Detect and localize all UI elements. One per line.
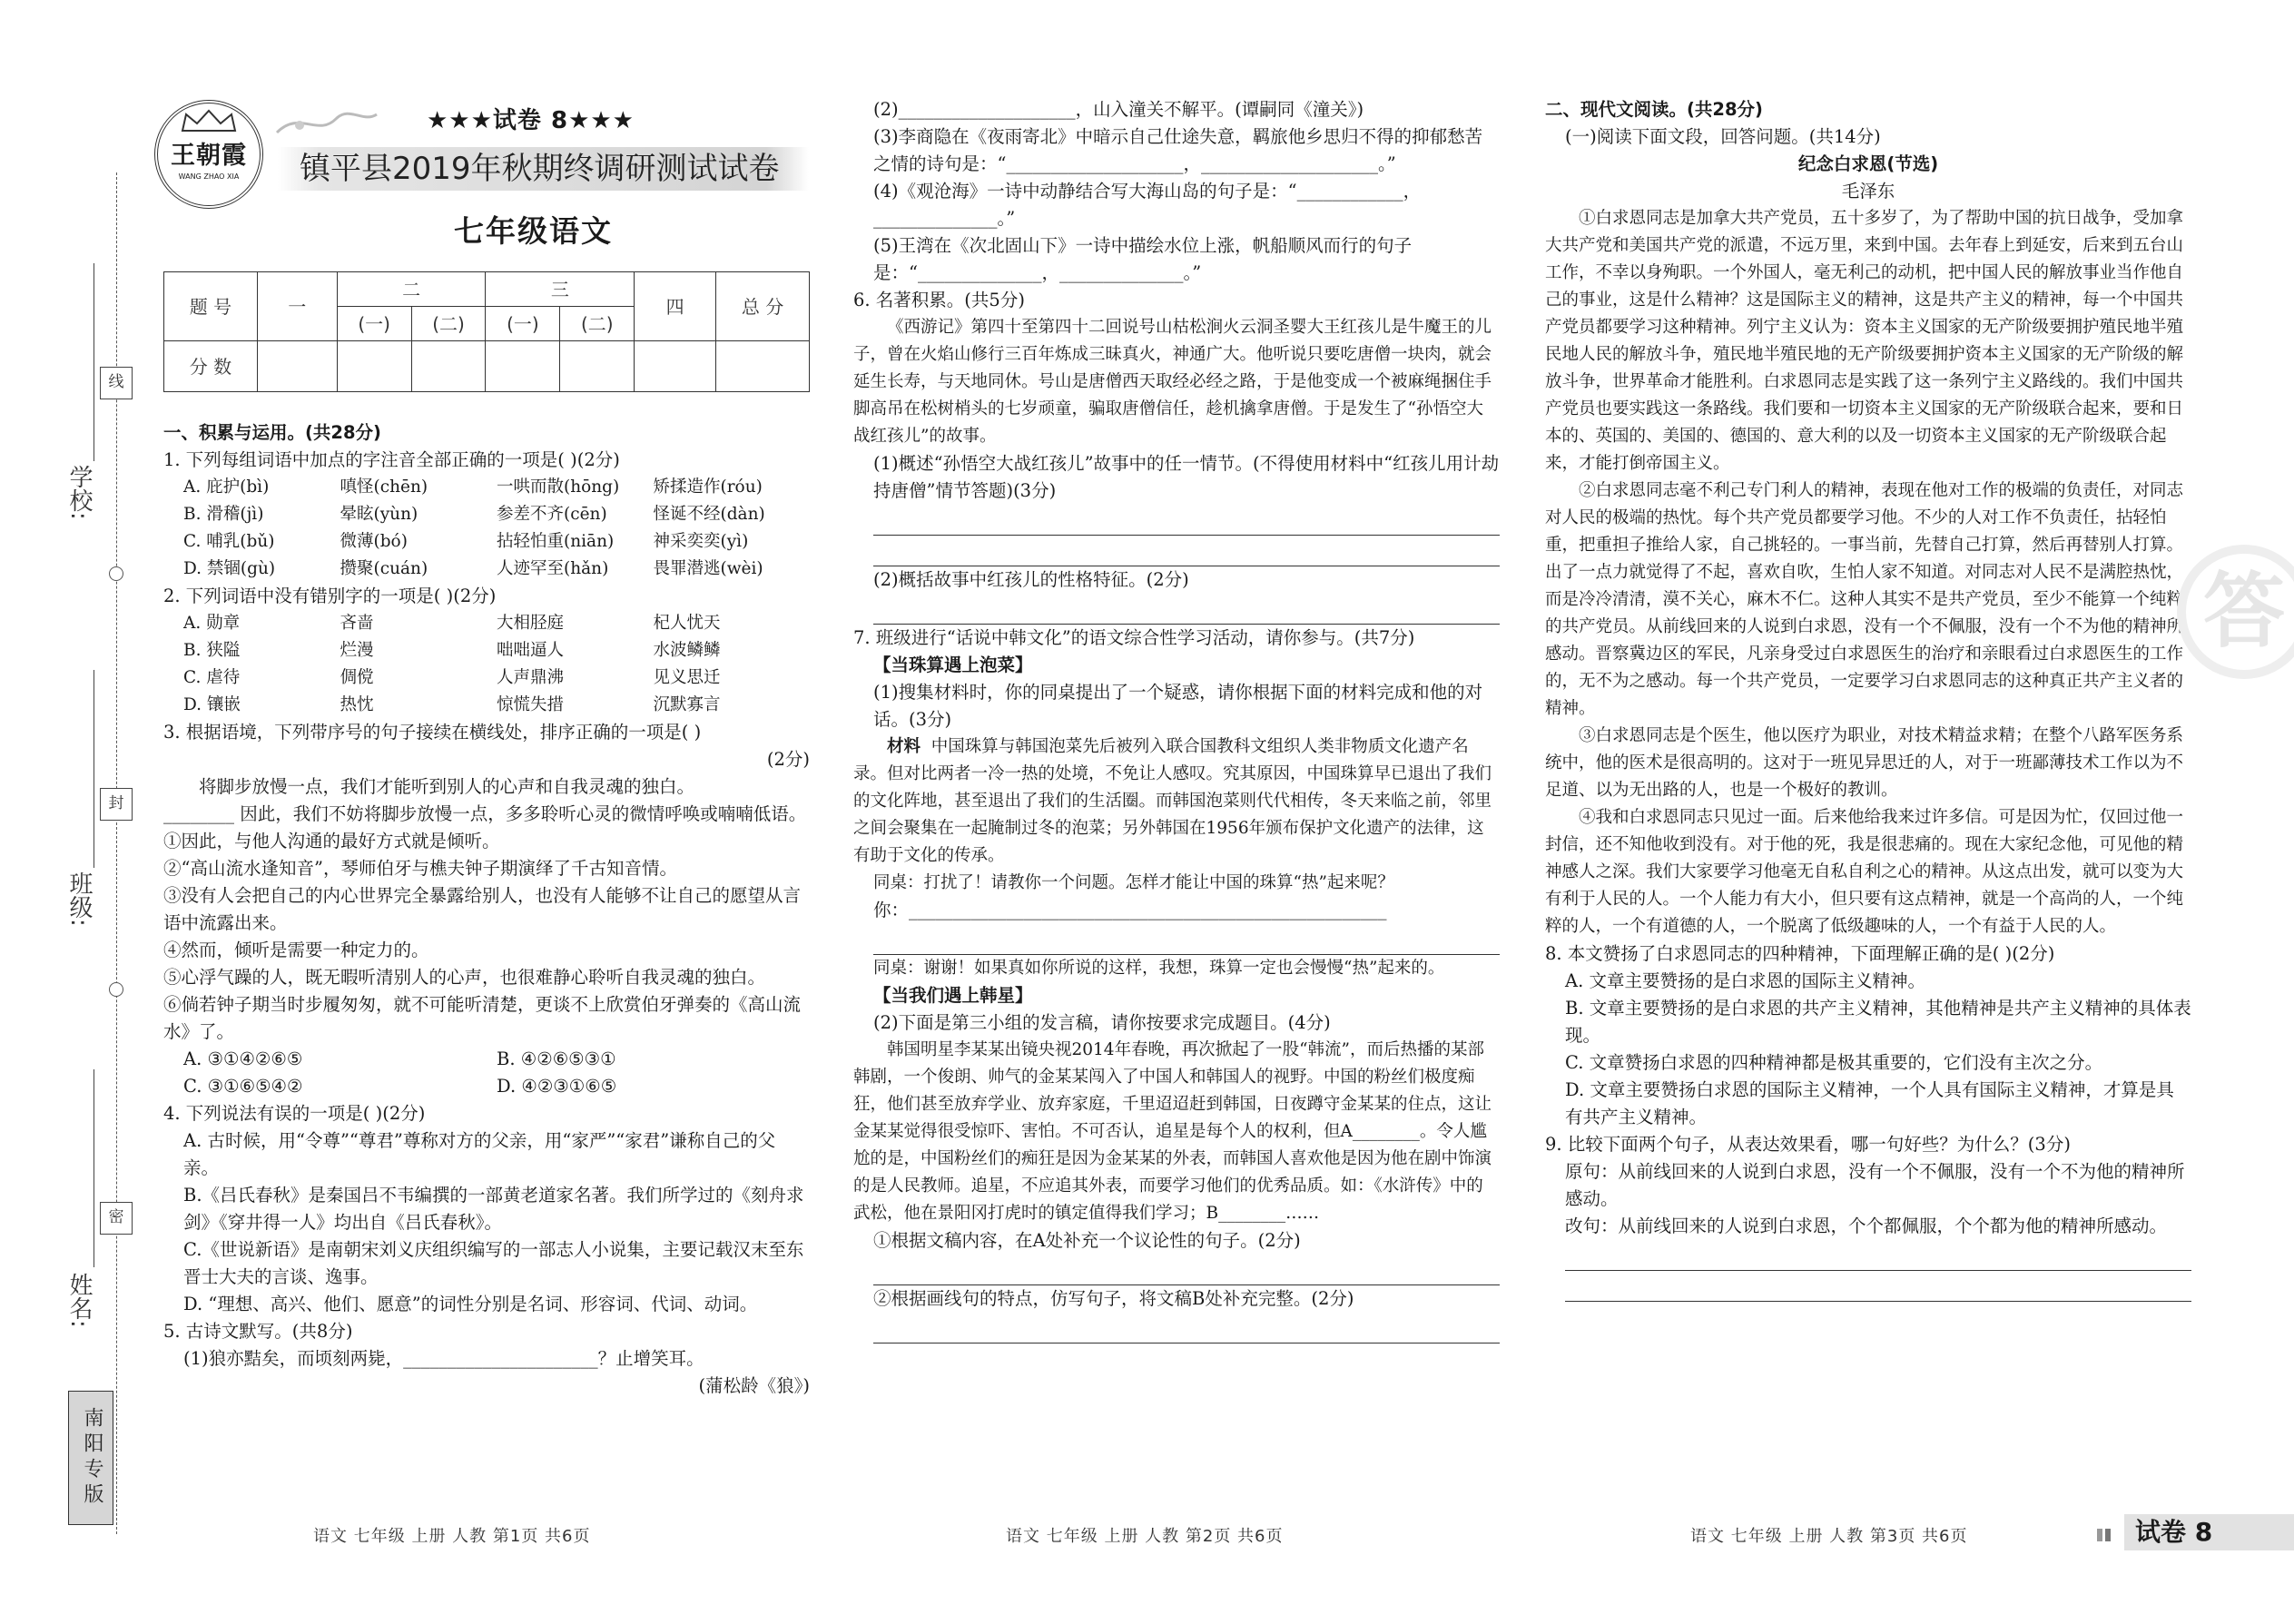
q6-passage: 《西游记》第四十至第四十二回说号山枯松涧火云洞圣婴大王红孩儿是牛魔王的儿子，曾在火焰山修行三百年炼成三昧真火，神通广大。他听说只要吃唐僧一块肉，就会延生长寿，与天地同休。号山是唐僧西天取经必经之路，于是他变成一个被麻绳捆住手脚高吊在松树梢头的七岁顽童，骗取唐僧信任，趁机擒拿唐僧。于是发生了“孙悟空大战红孩儿”的故事。	[853, 318, 1492, 446]
question-8: 8. 本文赞扬了白求恩同志的四种精神，下面理解正确的是( )(2分)	[1545, 943, 2055, 964]
q3-passage: 将脚步放慢一点，我们才能听到别人的心声和自我灵魂的独白。	[199, 776, 695, 797]
score-table	[163, 271, 810, 392]
q7-heading-kstar: 【当我们遇上韩星】	[873, 985, 1033, 1006]
q7-subquestion-2: (2)下面是第三小组的发言稿，请你按要求完成题目。(4分)	[873, 1012, 1331, 1033]
q3-sentence-1: ①因此，与他人沟通的最好方式就是倾听。	[163, 831, 500, 851]
q7-dialogue-answer[interactable]: 你：______________________________________________________	[873, 900, 1387, 920]
score-table-sub: (一)	[486, 307, 560, 341]
q7-2-task-b: ②根据画线句的特点，仿写句子，将文稿B处补充完整。(2分)	[873, 1288, 1354, 1309]
question-2: 2. 下列词语中没有错别字的一项是( )(2分)	[163, 586, 497, 606]
q8-option-b[interactable]: B. 文章主要赞扬的是白求恩的共产主义精神，其他精神是共产主义精神的具体表现。	[1565, 998, 2191, 1046]
article-paragraph-3: ③白求恩同志是个医生，他以医疗为职业，对技术精益求精；在整个八路军医务系统中，他的医术是很高明的。这对于一班见异思迁的人，对于一班鄙薄技术工作以为不足道、以为无出路的人，也是一个极好的教训。	[1545, 726, 2184, 800]
q2-option-a[interactable]: A. 勋章 吝啬 大相胫庭 杞人忧天	[183, 614, 721, 633]
score-table-col-two: 二	[337, 272, 486, 307]
q4-option-b[interactable]: B.《吕氏春秋》是秦国吕不韦编撰的一部黄老道家名著。我们所学过的《刻舟求剑》《穿井得一人》均出自《吕氏春秋》。	[183, 1185, 804, 1233]
score-cell[interactable]	[716, 341, 810, 392]
q7-2-task-a: ①根据文稿内容，在A处补充一个议论性的句子。(2分)	[873, 1230, 1301, 1251]
question-1: 1. 下列每组词语中加点的字注音全部正确的一项是( )(2分)	[163, 449, 620, 470]
class-label: 班级:	[65, 871, 93, 927]
school-label: 学校:	[65, 465, 93, 520]
brand-subtitle: WANG ZHAO XIA	[178, 172, 240, 181]
page-footer-1: 语文 七年级 上册 人教 第1页 共6页	[313, 1527, 591, 1546]
brand-name: 王朝霞	[171, 142, 247, 170]
q6-subquestion-1: (1)概述“孙悟空大战红孩儿”故事中的任一情节。(不得使用材料中“红孩儿用计劫持唐僧”情节答题)(3分)	[873, 453, 1500, 501]
region-badge: 南阳专版	[68, 1391, 113, 1525]
question-3-score: (2分)	[766, 749, 810, 770]
q7-2a-answer-line[interactable]	[873, 1255, 1500, 1285]
article-paragraph-1: ①白求恩同志是加拿大共产党员，五十多岁了，为了帮助中国的抗日战争，受加拿大共产党和美国共产党的派遣，不远万里，来到中国。去年春上到延安，后来到五台山工作，不幸以身殉职。一个外国人，毫无利己的动机，把中国人民的解放事业当作他自己的事业，这是什么精神？这是国际主义的精神，这是共产主义的精神，每一个中国共产党员都要学习这种精神。列宁主义认为：资本主义国家的无产阶级要拥护殖民地半殖民地人民的解放斗争，殖民地半殖民地的无产阶级要拥护资本主义国家的无产阶级的解放斗争，世界革命才能胜利。白求恩同志是实践了这一条列宁主义路线的。我们中国共产党员也要实践这一条路线。我们要和一切资本主义国家的无产阶级联合起来，要和日本的、英国的、美国的、德国的、意大利的以及一切资本主义国家的无产阶级联合起来，才能打倒帝国主义。	[1545, 209, 2184, 473]
q6-2-answer-line[interactable]	[873, 594, 1500, 625]
q7-material-label: 材料	[887, 737, 921, 756]
subject-title: 七年级语文	[454, 213, 613, 249]
q3-options-cd[interactable]: C. ③①⑥⑤④② D. ④②③①⑥⑤	[183, 1076, 617, 1097]
q3-options-ab[interactable]: A. ③①④②⑥⑤ B. ④②⑥⑤③①	[183, 1048, 616, 1069]
q3-sentence-4: ④然而，倾听是需要一种定力的。	[163, 940, 429, 960]
score-table-row-label: 分 数	[164, 341, 258, 392]
score-table-col-one: 一	[257, 272, 337, 341]
footer-paper-label: 试卷 8	[2124, 1514, 2294, 1550]
q9-revised-sentence: 改句：从前线回来的人说到白求恩，个个都佩服，个个都为他的精神所感动。	[1565, 1216, 2168, 1236]
score-cell[interactable]	[337, 341, 411, 392]
q7-material	[853, 733, 1500, 870]
column-2	[853, 96, 1500, 1343]
article-paragraph-2: ②白求恩同志毫不利己专门利人的精神，表现在他对工作的极端的负责任，对同志对人民的极端的热忱。每个共产党员都要学习他。不少的人对工作不负责任，拈轻怕重，把重担子推给人家，自己挑轻的。一事当前，先替自己打算，然后再替别人打算。出了一点力就觉得了不起，喜欢自吹，生怕人家不知道。对同志对人民不是满腔热忱，而是冷冷清清，漠不关心，麻木不仁。这种人其实不是共产党员，至少不能算一个纯粹的共产党员。从前线回来的人说到白求恩，没有一个不佩服，没有一个不为他的精神所感动。晋察冀边区的军民，凡亲身受过白求恩医生的治疗和亲眼看过白求恩医生的工作的，无不为之感动。每一个共产党员，一定要学习白求恩同志的这种真正共产主义者的精神。	[1545, 481, 2184, 718]
answer-watermark-stamp: 答	[2177, 545, 2294, 679]
q4-option-a[interactable]: A. 古时候，用“令尊”“尊君”尊称对方的父亲，用“家严”“家君”谦称自己的父亲。	[183, 1130, 776, 1178]
score-cell[interactable]	[411, 341, 486, 392]
q1-option-a[interactable]: A. 庇护(bì) 嗔怪(chēn) 一哄而散(hōng) 矫揉造作(róu)	[183, 477, 763, 497]
crown-icon	[179, 109, 239, 133]
page-footer-2: 语文 七年级 上册 人教 第2页 共6页	[1006, 1527, 1284, 1546]
score-cell[interactable]	[257, 341, 337, 392]
seal-line-mark: 线	[100, 367, 133, 399]
exam-title: 镇平县2019年秋期终调研测试试卷	[300, 151, 780, 187]
q8-option-a[interactable]: A. 文章主要赞扬的是白求恩的国际主义精神。	[1565, 970, 1925, 991]
paper-number: ★★★试卷 8★★★	[427, 107, 635, 134]
binding-dot	[109, 982, 123, 997]
article-paragraph-4: ④我和白求恩同志只见过一面。后来他给我来过许多信。可是因为忙，仅回过他一封信，还不知他收到没有。对于他的死，我是很悲痛的。现在大家纪念他，可见他的精神感人之深。我们大家要学习他毫无自私自利之心的精神。从这点出发，就可以变为大有利于人民的人。一个人能力有大小，但只要有这点精神，就是一个高尚的人，一个纯粹的人，一个有道德的人，一个脱离了低级趣味的人，一个有益于人民的人。	[1545, 808, 2184, 936]
page-footer-3: 语文 七年级 上册 人教 第3页 共6页	[1690, 1527, 1968, 1546]
score-table-col-four: 四	[635, 272, 716, 341]
score-cell[interactable]	[560, 341, 635, 392]
q2-option-b[interactable]: B. 狭隘 烂漫 咄咄逼人 水波鳞鳞	[183, 641, 721, 660]
score-table-col-three: 三	[486, 272, 635, 307]
section-1-heading: 一、积累与运用。(共28分)	[163, 422, 381, 443]
q1-option-b[interactable]: B. 滑稽(jì) 晕眩(yùn) 参差不齐(cēn) 怪诞不经(dàn)	[183, 505, 765, 524]
question-5: 5. 古诗文默写。(共8分)	[163, 1321, 353, 1342]
score-cell[interactable]	[486, 341, 560, 392]
seal-secret-mark: 密	[100, 1202, 133, 1235]
column-1	[163, 419, 810, 1400]
q6-1-answer-line[interactable]	[873, 536, 1500, 566]
q5-item-1[interactable]: (1)狼亦黠矣，而顷刻两毙，______________________？止增笑耳。	[183, 1348, 704, 1369]
q4-option-d[interactable]: D. “理想、高兴、他们、愿意”的词性分别是名词、形容词、代词、动词。	[183, 1294, 758, 1314]
q1-option-d[interactable]: D. 禁锢(gù) 攒聚(cuán) 人迹罕至(hǎn) 畏罪潜逃(wèi)	[183, 559, 763, 578]
q8-option-d[interactable]: D. 文章主要赞扬白求恩的国际主义精神，一个人具有国际主义精神，才算是具有共产主义精神。	[1565, 1079, 2174, 1127]
q3-sentence-3: ③没有人会把自己的内心世界完全暴露给别人，也没有人能够不让自己的愿望从言语中流露出来。	[163, 885, 802, 933]
q3-sentence-6: ⑥倘若钟子期当时步履匆匆，就不可能听清楚，更谈不上欣赏伯牙弹奏的《高山流水》了。	[163, 994, 802, 1042]
q4-option-c[interactable]: C.《世说新语》是南朝宋刘义庆组织编写的一部志人小说集，主要记载汉末至东晋士大夫的言谈、逸事。	[183, 1239, 804, 1287]
q7-dialogue-answer-line[interactable]	[873, 924, 1500, 955]
question-4: 4. 下列说法有误的一项是( )(2分)	[163, 1103, 426, 1124]
question-7: 7. 班级进行“话说中韩文化”的语文综合性学习活动，请你参与。(共7分)	[853, 627, 1415, 648]
score-cell[interactable]	[635, 341, 716, 392]
score-table-col-total: 总 分	[716, 272, 810, 341]
score-table-header-label: 题 号	[164, 272, 258, 341]
score-table-sub: (二)	[411, 307, 486, 341]
q7-material-text: 中国珠算与韩国泡菜先后被列入联合国教科文组织人类非物质文化遗产名录。但对比两者一冷一热的处境，不免让人感叹。究其原因，中国珠算早已退出了我们的文化阵地，甚至退出了我们的生活圈。而韩国泡菜则代代相传，冬天来临之前，邻里之间会聚集在一起腌制过冬的泡菜；另外韩国在1956年颁布保护文化遗产的法律，这有助于文化的传承。	[853, 737, 1492, 865]
question-3: 3. 根据语境，下列带序号的句子接续在横线处，排序正确的一项是( )	[163, 722, 702, 743]
section-2-sub-1: (一)阅读下面文段，回答问题。(共14分)	[1565, 126, 1881, 147]
ribbon-decoration	[272, 105, 381, 142]
name-label: 姓名:	[65, 1273, 93, 1328]
q2-option-d[interactable]: D. 镶嵌 热忱 惊慌失措 沉默寡言	[183, 695, 721, 714]
q5-item-4[interactable]: (4)《观沧海》一诗中动静结合写大海山岛的句子是：“____________，______________。”	[873, 181, 1422, 229]
q8-option-c[interactable]: C. 文章赞扬白求恩的四种精神都是极其重要的，它们没有主次之分。	[1565, 1052, 2103, 1073]
q2-option-c[interactable]: C. 虐待 倜傥 人声鼎沸 见义思迁	[183, 668, 721, 687]
section-2-heading: 二、现代文阅读。(共28分)	[1545, 99, 1763, 120]
q7-subquestion-1: (1)搜集材料时，你的同桌提出了一个疑惑，请你根据下面的材料完成和他的对话。(3分)	[873, 682, 1483, 730]
q5-item-2[interactable]: (2)____________________，山入潼关不解平。(谭嗣同《潼关》)	[873, 99, 1364, 120]
seal-seal-mark: 封	[100, 788, 133, 821]
q5-item-3[interactable]: (3)李商隐在《夜雨寄北》中暗示自己仕途失意，羁旅他乡思归不得的抑郁愁苦之情的诗句是：“____________________，____________________。”	[873, 126, 1483, 174]
q9-answer-line[interactable]	[1565, 1240, 2191, 1271]
q6-1-answer-line[interactable]	[873, 505, 1500, 536]
q7-speech: 韩国明星李某某出镜央视2014年春晚，再次掀起了一股“韩流”，而后热播的某部韩剧，一个俊朗、帅气的金某某闯入了中国人和韩国人的视野。中国的粉丝们极度痴狂，他们甚至放弃学业、放弃家庭，千里迢迢赶到韩国，日夜蹲守金某某的住点，这让金某某觉得很受惊吓、害怕。不可否认，追星是每个人的权利，但A________。令人尴尬的是，中国粉丝们的痴狂是因为金某某的外表，而韩国人喜欢他是因为他在剧中饰演的是人民教师。追星，不应追其外表，而要学习他们的优秀品质。如：《水浒传》中的武松，他在景阳冈打虎时的镇定值得我们学习；B________……	[853, 1040, 1492, 1223]
q3-sentence-5: ⑤心浮气躁的人，既无暇听清别人的心声，也很难静心聆听自我灵魂的独白。	[163, 967, 766, 988]
brand-logo	[154, 100, 263, 209]
q7-dialogue-1: 同桌：打扰了！请教你一个问题。怎样才能让中国的珠算“热”起来呢？	[873, 873, 1394, 892]
q3-sentence-2: ②“高山流水逢知音”，琴师伯牙与樵夫钟子期演绎了千古知音情。	[163, 858, 677, 879]
footer-decoration	[2097, 1529, 2115, 1541]
q6-subquestion-2: (2)概括故事中红孩儿的性格特征。(2分)	[873, 569, 1189, 590]
binding-dot	[109, 566, 123, 581]
q5-item-1-source: (蒲松龄《狼》)	[698, 1375, 810, 1396]
column-3	[1545, 96, 2191, 1302]
q5-item-5[interactable]: (5)王湾在《次北固山下》一诗中描绘水位上涨，帆船顺风而行的句子是：“______________，______________。”	[873, 235, 1413, 283]
q1-option-c[interactable]: C. 哺乳(bǔ) 微薄(bó) 拈轻怕重(niān) 神采奕奕(yì)	[183, 532, 749, 551]
q3-passage-blank: ________ 因此，我们不妨将脚步放慢一点，多多聆听心灵的微情呼唤或喃喃低语。	[163, 803, 807, 824]
article-author: 毛泽东	[1841, 181, 1895, 202]
q7-2b-answer-line[interactable]	[873, 1313, 1500, 1343]
q9-original-sentence: 原句：从前线回来的人说到白求恩，没有一个不佩服，没有一个不为他的精神所感动。	[1565, 1161, 2185, 1209]
score-table-sub: (二)	[560, 307, 635, 341]
q7-dialogue-2: 同桌：谢谢！如果真如你所说的这样，我想，珠算一定也会慢慢“热”起来的。	[873, 959, 1445, 978]
article-title: 纪念白求恩(节选)	[1797, 153, 1939, 174]
q7-heading-abacus: 【当珠算遇上泡菜】	[873, 655, 1033, 675]
q9-answer-line[interactable]	[1565, 1271, 2191, 1302]
score-table-sub: (一)	[337, 307, 411, 341]
question-6: 6. 名著积累。(共5分)	[853, 290, 1025, 310]
question-9: 9. 比较下面两个句子，从表达效果看，哪一句好些？为什么？(3分)	[1545, 1134, 2071, 1155]
